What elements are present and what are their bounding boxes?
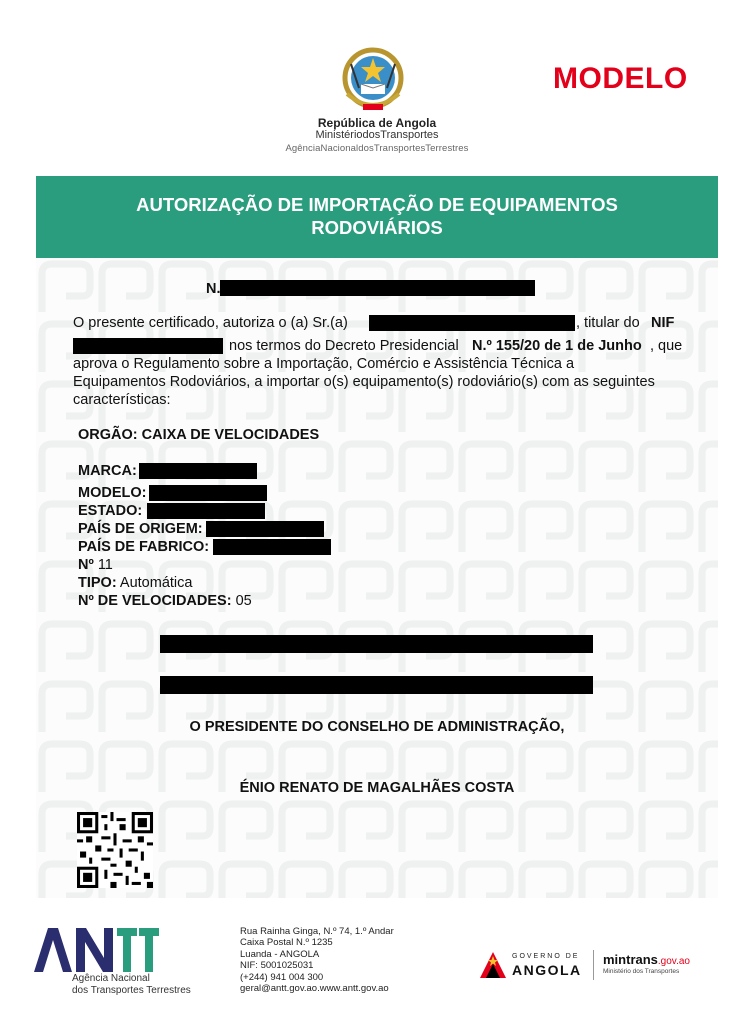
mintrans-logo — [603, 952, 690, 967]
redacted-pais-origem — [206, 521, 324, 537]
signature-name: ÉNIO RENATO DE MAGALHÃES COSTA — [239, 780, 515, 796]
organ-heading: ORGÃO: CAIXA DE VELOCIDADES — [78, 427, 320, 443]
footer-divider — [593, 950, 594, 980]
redacted-name — [369, 315, 575, 331]
governo-angola-logo-icon — [478, 950, 508, 980]
paragraph-line-2a: nos termos do Decreto Presidencial — [229, 338, 459, 354]
redacted-modelo — [149, 485, 267, 501]
paragraph-line-1b: , titular do — [576, 315, 640, 331]
republic-label: República de Angola — [317, 116, 437, 130]
tipo-row — [78, 575, 192, 591]
antt-name: Agência Nacional dos Transportes Terrestres — [72, 973, 191, 996]
redacted-nif — [73, 338, 223, 354]
pais-fabrico-label: PAÍS DE FABRICO: — [78, 539, 210, 555]
redacted-line-1 — [160, 635, 593, 653]
velocidades-label: Nº DE VELOCIDADES: — [78, 593, 232, 609]
tipo-label: TIPO: — [78, 575, 117, 591]
decree-reference: N.º 155/20 de 1 de Junho — [472, 338, 642, 354]
number-label: N. — [206, 281, 221, 297]
angola-coat-of-arms-icon — [337, 44, 409, 118]
redacted-estado — [147, 503, 265, 519]
agency-label: AgênciaNacionaldosTransportesTerrestres — [285, 143, 469, 154]
redacted-line-2 — [160, 676, 593, 694]
numero-label: Nº — [78, 557, 94, 573]
pais-origem-label: PAÍS DE ORIGEM: — [78, 521, 203, 537]
paragraph-line-4: Equipamentos Rodoviários, a importar o(s) equipamento(s) rodoviário(s) com as seguintes — [73, 374, 655, 390]
mintrans-domain: .gov.ao — [657, 956, 690, 967]
angola-label: ANGOLA — [512, 962, 582, 978]
modelo-label: MODELO: — [78, 485, 147, 501]
qr-code-icon[interactable] — [77, 812, 153, 888]
antt-logo-icon — [34, 924, 159, 972]
velocidades-value: 05 — [235, 593, 252, 609]
document-title: AUTORIZAÇÃO DE IMPORTAÇÃO DE EQUIPAMENTOS RODOVIÁRIOS — [136, 194, 618, 238]
numero-value: 11 — [97, 557, 113, 573]
nif-label: NIF — [651, 315, 675, 331]
paragraph-line-2b: , que — [650, 338, 683, 354]
paragraph-line-5: características: — [73, 392, 171, 408]
watermark-modelo: MODELO — [553, 62, 688, 95]
velocidades-row — [78, 593, 252, 609]
redacted-pais-fabrico — [213, 539, 331, 555]
tipo-value: Automática — [119, 575, 193, 591]
mintrans-name: mintrans — [603, 952, 658, 967]
ministry-label: MinistériodosTransportes — [315, 129, 439, 141]
footer-address: Rua Rainha Ginga, N.º 74, 1.º Andar Caixa Postal N.º 1235 Luanda - ANGOLA NIF: 5001025031 (+244) 941 004 300 geral@antt.gov.ao.www.antt.gov.ao — [240, 926, 394, 995]
redacted-number — [220, 280, 535, 296]
marca-label: MARCA: — [78, 463, 137, 479]
signature-role: O PRESIDENTE DO CONSELHO DE ADMINISTRAÇÃO, — [189, 719, 565, 735]
estado-label: ESTADO: — [78, 503, 143, 519]
redacted-marca — [139, 463, 257, 479]
numero-row — [78, 557, 113, 573]
governo-de-label: GOVERNO DE — [512, 953, 580, 960]
mintrans-subtitle: Ministério dos Transportes — [603, 968, 680, 975]
paragraph-line-3: aprova o Regulamento sobre a Importação, Comércio e Assistência Técnica a — [73, 356, 575, 372]
paragraph-line-1a: O presente certificado, autoriza o (a) Sr.(a) — [73, 315, 348, 331]
